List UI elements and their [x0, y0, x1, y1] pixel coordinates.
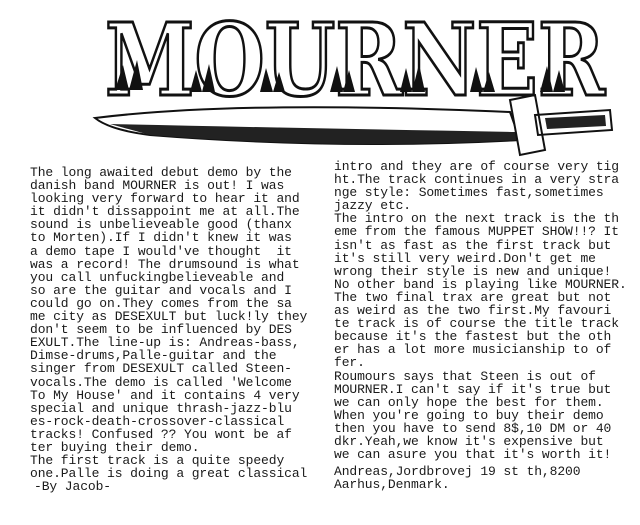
- left-column: [30, 166, 307, 493]
- text-line: dkr.Yeah,we know it's expensive but: [334, 433, 604, 449]
- text-line: sound is unbelieveable good (thanx: [30, 217, 292, 233]
- text-line: ht.The track continues in a very stra: [334, 172, 619, 188]
- text-line: The intro on the next track is the th: [334, 211, 619, 227]
- text-line: Roumours says that Steen is out of: [334, 368, 596, 384]
- text-line: vocals.The demo is called 'Welcome: [30, 374, 292, 390]
- text-line: was a record! The drumsound is what: [30, 256, 300, 272]
- address-line: Andreas,Jordbrovej 19 st th,8200: [334, 464, 581, 480]
- text-line: wrong their style is new and unique!: [334, 263, 612, 279]
- text-line: To My House' and it contains 4 very: [30, 387, 300, 403]
- text-line: te track is of course the title track: [334, 316, 619, 332]
- text-line: me city as DESEXULT but luck!ly they: [30, 309, 308, 325]
- text-line: a demo tape I would've thought it: [30, 243, 292, 259]
- text-line: The long awaited debut demo by the: [30, 165, 292, 180]
- text-line: as weird as the two first.My favouri: [334, 303, 612, 319]
- text-line: to Morten).If I didn't knew it was: [30, 230, 292, 246]
- text-line: EXULT.The line-up is: Andreas-bass,: [30, 335, 300, 351]
- text-line: The first track is a quite speedy: [30, 453, 285, 469]
- text-line: could go on.They comes from the sa: [30, 295, 292, 311]
- text-line: we can only hope the best for them.: [334, 394, 604, 410]
- mourner-logo: [90, 0, 620, 165]
- byline: -By Jacob-: [34, 479, 112, 495]
- text-line: because it's the fastest but the oth: [334, 329, 612, 345]
- text-line: we can asure you that it's worth it!: [334, 447, 612, 463]
- text-line: then you have to send 8$,10 DM or 40: [334, 420, 612, 436]
- text-line: tracks! Confused ?? You wont be af: [30, 426, 292, 442]
- text-line: intro and they are of course very tig: [334, 159, 619, 174]
- text-line: eme from the famous MUPPET SHOW!!? It: [334, 224, 619, 240]
- text-line: singer from DESEXULT called Steen-: [30, 361, 292, 377]
- contact-address: [334, 465, 627, 491]
- text-line: nge style: Sometimes fast,sometimes: [334, 185, 604, 201]
- text-line: isn't as fast as the first track but: [334, 237, 612, 253]
- text-line: ter buying their demo.: [30, 439, 200, 455]
- text-line: No other band is playing like MOURNER.: [334, 276, 627, 292]
- text-line: you call unfuckingbelieveable and: [30, 269, 285, 285]
- text-line: special and unique thrash-jazz-blu: [30, 400, 292, 416]
- text-line: it's still very weird.Don't get me: [334, 250, 596, 266]
- address-line: Aarhus,Denmark.: [334, 477, 450, 493]
- text-line: MOURNER.I can't say if it's true but: [334, 381, 612, 397]
- text-line: Dimse-drums,Palle-guitar and the: [30, 348, 277, 364]
- text-line: it didn't dissappoint me at all.The: [30, 204, 300, 220]
- text-line: When you're going to buy their demo: [334, 407, 604, 423]
- text-line: fer.: [334, 355, 365, 371]
- text-line: so are the guitar and vocals and I: [30, 282, 292, 298]
- text-line: looking very forward to hear it and: [30, 191, 300, 207]
- text-line: one.Palle is doing a great classical: [30, 466, 308, 482]
- text-line: es-rock-death-crossover-classical: [30, 413, 285, 429]
- right-column: [334, 160, 627, 491]
- text-line: danish band MOURNER is out! I was: [30, 178, 285, 194]
- text-line: er has a lot more musicianship to of: [334, 342, 612, 358]
- logo-lettering: MOURNER: [105, 1, 606, 119]
- text-line: The two final trax are great but not: [334, 289, 612, 305]
- text-line: don't seem to be influenced by DES: [30, 322, 292, 338]
- text-line: jazzy etc.: [334, 198, 412, 214]
